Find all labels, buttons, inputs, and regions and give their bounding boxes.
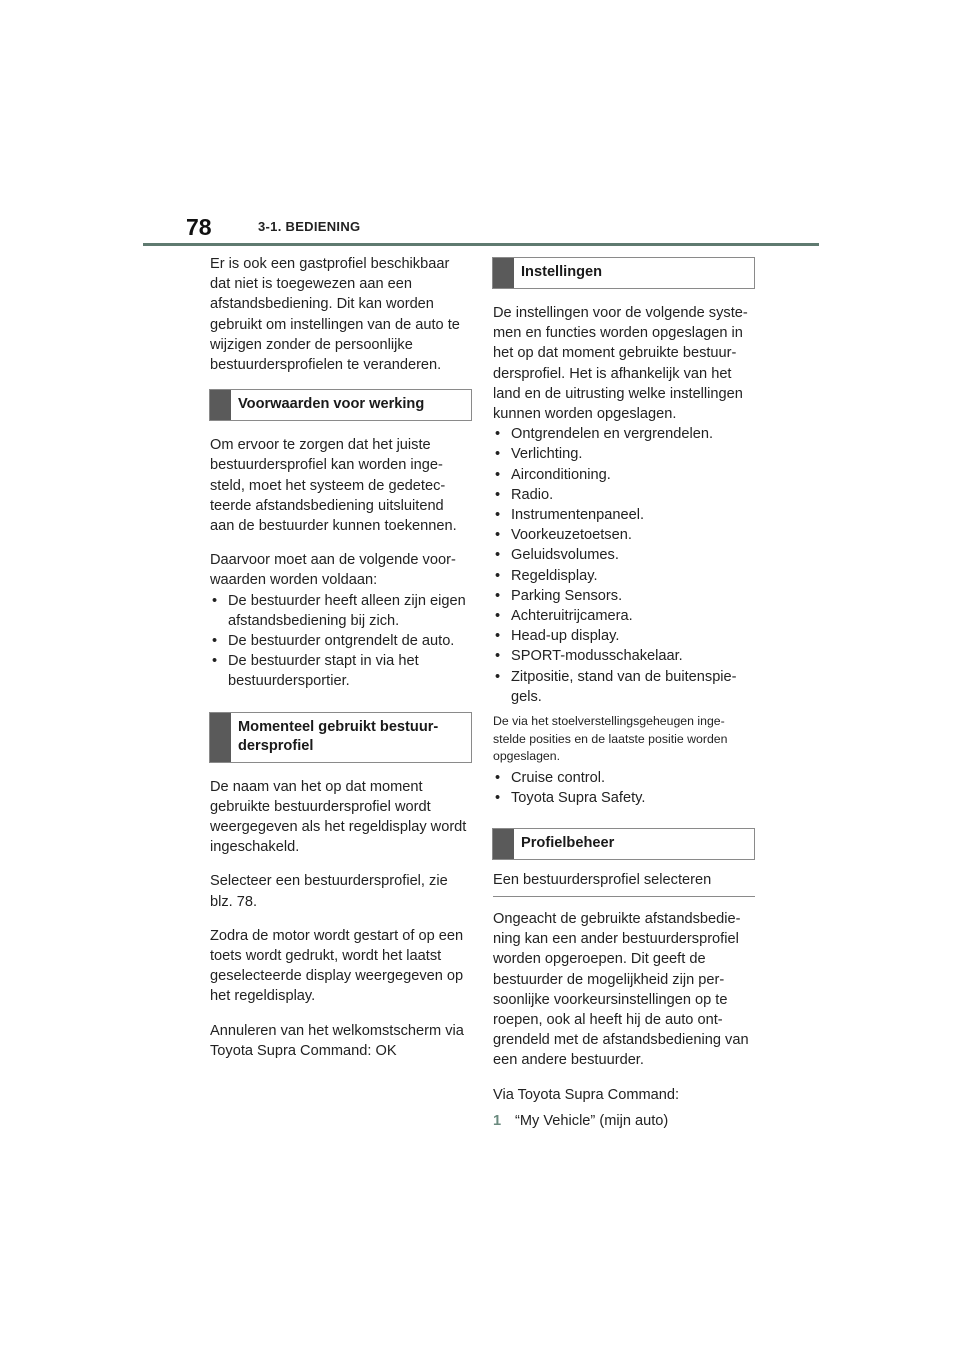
section-title: Voorwaarden voor werking xyxy=(238,396,425,413)
section-heading-instellingen xyxy=(492,257,755,289)
paragraph: Om ervoor te zorgen dat het juiste bestuurdersprofiel kan worden inge-steld, moet het systeem de gedetec-teerde afstandsbediening uitsluitend aan de bestuurder kunnen toekennen. xyxy=(210,437,457,535)
intro-paragraph: Er is ook een gastprofiel beschikbaar dat niet is toegewezen aan een afstandsbediening. Dit kan worden gebruikt om instellingen van de auto te wijzigen zonder de persoonlijke bestuurdersprofielen te veranderen. xyxy=(210,256,460,374)
list-item: • Toyota Supra Safety. xyxy=(493,788,755,808)
settings-list-2 xyxy=(493,768,755,808)
paragraph: Zodra de motor wordt gestart of op een toets wordt gedrukt, wordt het laatst geselecteerde display weergegeven op het regeldisplay. xyxy=(210,927,464,1005)
step-number: 1 xyxy=(493,1112,502,1129)
left-column xyxy=(210,254,472,1075)
section-heading-momenteel xyxy=(209,712,472,763)
list-item: • Cruise control. xyxy=(493,768,755,788)
list-item: • Parking Sensors. xyxy=(493,586,755,606)
list-item: • Voorkeuzetoetsen. xyxy=(493,525,755,545)
section-heading-voorwaarden xyxy=(209,389,472,421)
paragraph: De instellingen voor de volgende syste-men en functies worden opgeslagen in het op dat moment gebruikte bestuur-dersprofiel. Het is afhankelijk van het land en de uitrusting welke instellingen kunnen worden opgeslagen. xyxy=(493,305,748,423)
step-text: “My Vehicle” (mijn auto) xyxy=(515,1112,669,1129)
section-marker xyxy=(493,829,514,859)
section-title: Momenteel gebruikt bestuur-dersprofiel xyxy=(238,718,439,754)
list-item: • Head-up display. xyxy=(493,626,755,646)
note: De via het stoelverstellingsgeheugen inge-stelde posities en de laatste positie worden opgeslagen. xyxy=(493,714,728,764)
page-number: 78 xyxy=(186,214,212,240)
right-column xyxy=(493,254,755,1131)
section-heading-profielbeheer xyxy=(492,828,755,860)
list-item: • Regeldisplay. xyxy=(493,566,755,586)
section-marker xyxy=(493,258,514,288)
header-rule xyxy=(143,243,819,246)
section-marker xyxy=(210,713,231,762)
paragraph: Daarvoor moet aan de volgende voor-waarden worden voldaan: xyxy=(210,552,456,589)
list-item: • Instrumentenpaneel. xyxy=(493,505,755,525)
paragraph: Selecteer een bestuurdersprofiel, zie blz. 78. xyxy=(210,873,448,910)
list-item: • Zitpositie, stand van de buitenspie-gels. xyxy=(493,667,755,707)
list-item: • Airconditioning. xyxy=(493,465,755,485)
list-item: • De bestuurder heeft alleen zijn eigen afstandsbediening bij zich. xyxy=(210,591,472,631)
chapter-title: 3-1. BEDIENING xyxy=(258,219,361,234)
list-item: • SPORT-modusschakelaar. xyxy=(493,646,755,666)
section-marker xyxy=(210,390,231,420)
section-title: Profielbeheer xyxy=(521,834,615,851)
list-item: • Achteruitrijcamera. xyxy=(493,606,755,626)
list-item: • De bestuurder stapt in via het bestuurdersportier. xyxy=(210,651,472,691)
paragraph: Annuleren van het welkomstscherm via Toyota Supra Command: OK xyxy=(210,1022,464,1059)
sub-heading: Een bestuurdersprofiel selecteren xyxy=(493,860,755,897)
settings-list xyxy=(493,424,755,707)
paragraph: Ongeacht de gebruikte afstandsbedie-ning kan een ander bestuurdersprofiel worden opgeroepen. Dit geeft de bestuurder de mogelijkheid zijn per-soonlijke voorkeursinstellingen op te roepen, ook al heeft hij de auto ont-grendeld met de afstandsbediening van een andere bestuurder. xyxy=(493,910,749,1069)
list-item: • Radio. xyxy=(493,485,755,505)
section-title: Instellingen xyxy=(521,264,603,280)
paragraph: Via Toyota Supra Command: xyxy=(493,1086,680,1103)
list-item: • De bestuurder ontgrendelt de auto. xyxy=(210,631,472,651)
list-item: • Geluidsvolumes. xyxy=(493,545,755,565)
list-item: • Ontgrendelen en vergrendelen. xyxy=(493,424,755,444)
list-item: • Verlichting. xyxy=(493,444,755,464)
conditions-list xyxy=(210,591,472,692)
paragraph: De naam van het op dat moment gebruikte bestuurdersprofiel wordt weergegeven als het regeldisplay wordt ingeschakeld. xyxy=(210,778,467,856)
step-item xyxy=(493,1111,755,1131)
